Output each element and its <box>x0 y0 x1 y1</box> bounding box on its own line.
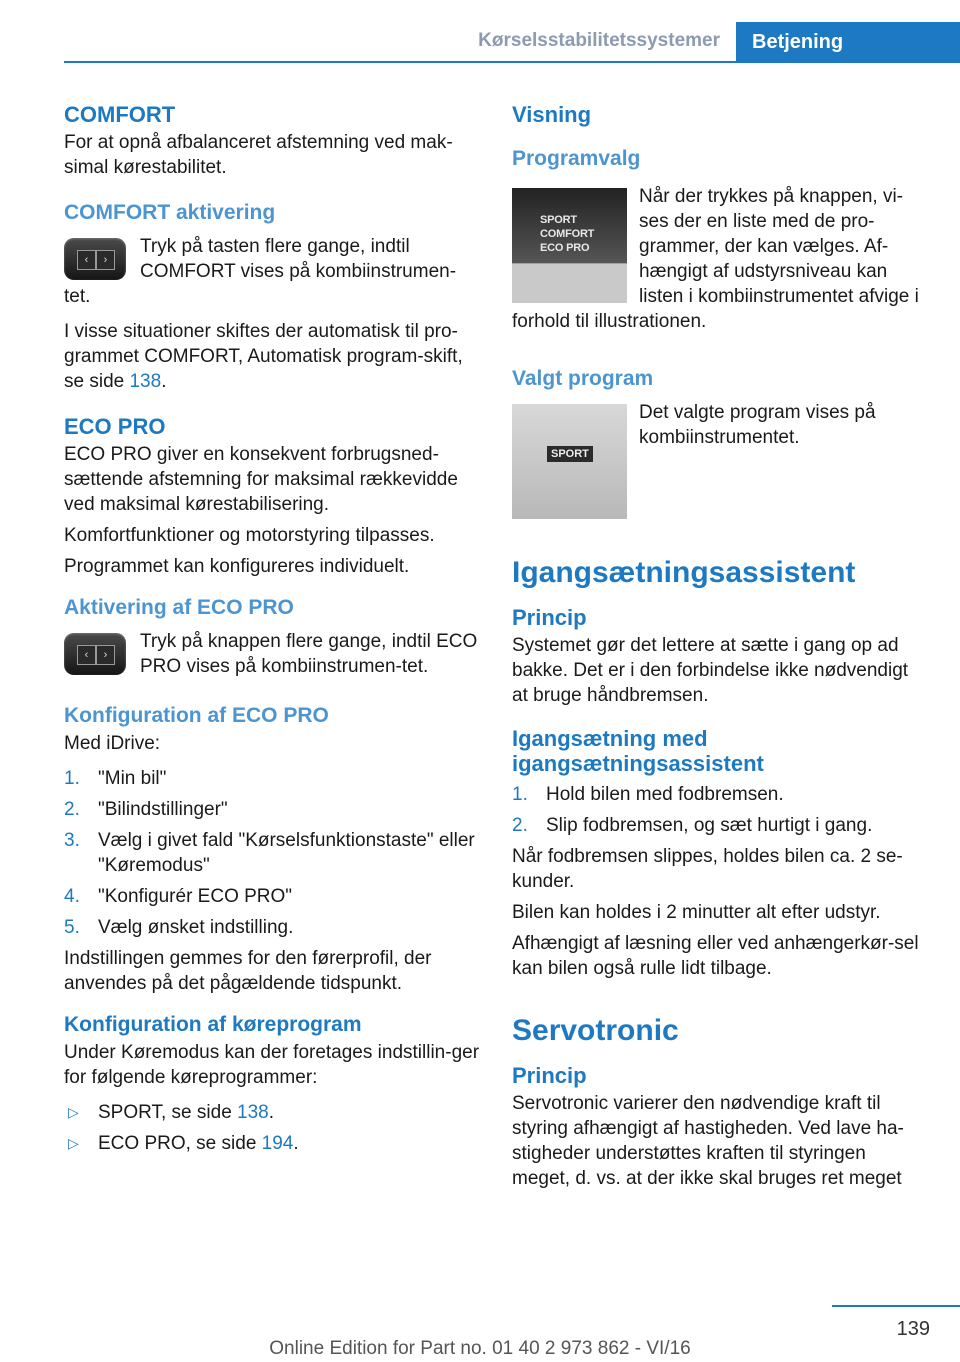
ecopro-heading: ECO PRO <box>64 414 166 439</box>
selected-program-screen-image <box>512 404 627 519</box>
header-rule <box>64 61 960 63</box>
hill-start-paragraph-1: Når fodbremsen slippes, holdes bilen ca. 2 se-kunder. <box>512 846 903 892</box>
page-header <box>0 22 960 62</box>
list-item: 3. Vælg i givet fald "Kørselsfunktionstaste" eller "Køremodus" <box>64 830 475 876</box>
page-link-194[interactable]: 194 <box>261 1133 294 1154</box>
comfort-description: For at opnå afbalanceret afstemning ved mak-simal kørestabilitet. <box>64 132 453 178</box>
principle-heading-1: Princip <box>512 605 587 630</box>
ecopro-config-intro: Med iDrive: <box>64 733 161 754</box>
triangle-bullet-icon: ▷ <box>68 1135 79 1151</box>
comfort-heading: COMFORT <box>64 102 176 127</box>
driving-program-config-text: Under Køremodus kan der foretages indstillin-ger for følgende køreprogrammer: <box>64 1042 480 1088</box>
page-number: 139 <box>896 1318 930 1340</box>
program-selection-text: Når der trykkes på knappen, vi-ses der en liste med de pro-grammer, der kan vælges. Af-hængigt af udstyrsniveau kan listen i kombiinstrumentet afvige i forhold til illustrationen. <box>512 186 919 332</box>
ecopro-activation-heading: Aktivering af ECO PRO <box>64 596 294 619</box>
triangle-bullet-icon: ▷ <box>68 1104 79 1120</box>
screen-option-sport: SPORT <box>540 214 577 226</box>
left-arrow-icon: ‹ <box>77 250 96 270</box>
comfort-auto-text: I visse situationer skiftes der automatisk til pro-grammet COMFORT, Automatisk program-skift, se side 138. <box>64 321 463 392</box>
ecopro-paragraph-3: Programmet kan konfigureres individuelt. <box>64 556 410 577</box>
page-link-138[interactable]: 138 <box>237 1102 269 1123</box>
config-note: Indstillingen gemmes for den førerprofil, der anvendes på det pågældende tidspunkt. <box>64 948 432 994</box>
principle-heading-2: Princip <box>512 1063 587 1088</box>
hill-start-paragraph-3: Afhængigt af læsning eller ved anhængerkør-sel kan bilen også rulle lidt tilbage. <box>512 933 919 979</box>
left-arrow-icon: ‹ <box>77 645 96 665</box>
list-item: ▷ ECO PRO, se side 194. <box>68 1133 299 1154</box>
ecopro-paragraph-1: ECO PRO giver en konsekvent forbrugsned-sættende afstemning for maksimal rækkevidde ved maksimal kørestabilisering. <box>64 444 458 515</box>
servotronic-heading: Servotronic <box>512 1014 679 1047</box>
list-item: 4. "Konfigurér ECO PRO" <box>64 886 293 907</box>
hill-start-paragraph-2: Bilen kan holdes i 2 minutter alt efter udstyr. <box>512 902 881 923</box>
screen-option-ecopro: ECO PRO <box>540 242 590 254</box>
config-steps-list <box>64 766 480 940</box>
right-arrow-icon: › <box>96 645 115 665</box>
right-arrow-icon: › <box>96 250 115 270</box>
list-item: 5. Vælg ønsket indstilling. <box>64 917 294 938</box>
driving-program-list <box>64 1100 480 1156</box>
selected-program-text: Det valgte program vises på kombiinstrumentet. <box>639 402 876 448</box>
screen-selected-sport: SPORT <box>547 446 593 462</box>
ecopro-paragraph-2: Komfortfunktioner og motorstyring tilpasses. <box>64 525 435 546</box>
program-list-screen-image <box>512 188 627 303</box>
footer-rule <box>832 1305 960 1307</box>
servotronic-text: Servotronic varierer den nødvendige kraft til styring afhængigt af hastigheden. Ved lave ha-stigheder understøttes kraften til styringen meget, d. vs. at der ikke skal bruges ret meget <box>512 1093 904 1189</box>
hill-start-procedure-heading: Igangsætning med igangsætningsassistent <box>512 726 764 776</box>
driving-mode-button-image <box>64 238 126 280</box>
left-column <box>64 100 480 1162</box>
header-tab: Betjening <box>736 22 960 62</box>
ecopro-activation-text: Tryk på knappen flere gange, indtil ECO PRO vises på kombiinstrumen-tet. <box>140 631 478 677</box>
edition-footer: Online Edition for Part no. 01 40 2 973 862 - VI/16 <box>269 1338 691 1359</box>
header-section-title: Kørselsstabilitetssystemer <box>478 30 720 51</box>
selected-program-heading: Valgt program <box>512 367 654 390</box>
display-heading: Visning <box>512 102 592 127</box>
list-item: 1. "Min bil" <box>64 768 167 789</box>
ecopro-config-heading: Konfiguration af ECO PRO <box>64 704 329 727</box>
comfort-activation-heading: COMFORT aktivering <box>64 201 276 224</box>
list-item: 2. "Bilindstillinger" <box>64 799 228 820</box>
screen-option-comfort: COMFORT <box>540 228 595 240</box>
comfort-activation-text: Tryk på tasten flere gange, indtil COMFORT vises på kombiinstrumen-tet. <box>64 236 457 307</box>
page-link-138[interactable]: 138 <box>129 371 162 392</box>
hill-start-assistant-heading: Igangsætningsassistent <box>512 556 856 589</box>
principle-text-1: Systemet gør det lettere at sætte i gang op ad bakke. Det er i den forbindelse ikke nødvendigt at bruge håndbremsen. <box>512 635 909 706</box>
hill-start-steps-list <box>512 782 928 838</box>
list-item: 2. Slip fodbremsen, og sæt hurtigt i gang. <box>512 815 873 836</box>
driving-mode-button-image-2 <box>64 633 126 675</box>
list-item: ▷ SPORT, se side 138. <box>68 1102 275 1123</box>
driving-program-config-heading: Konfiguration af køreprogram <box>64 1013 362 1036</box>
list-item: 1. Hold bilen med fodbremsen. <box>512 784 784 805</box>
program-selection-heading: Programvalg <box>512 147 641 170</box>
right-column <box>512 100 928 1191</box>
